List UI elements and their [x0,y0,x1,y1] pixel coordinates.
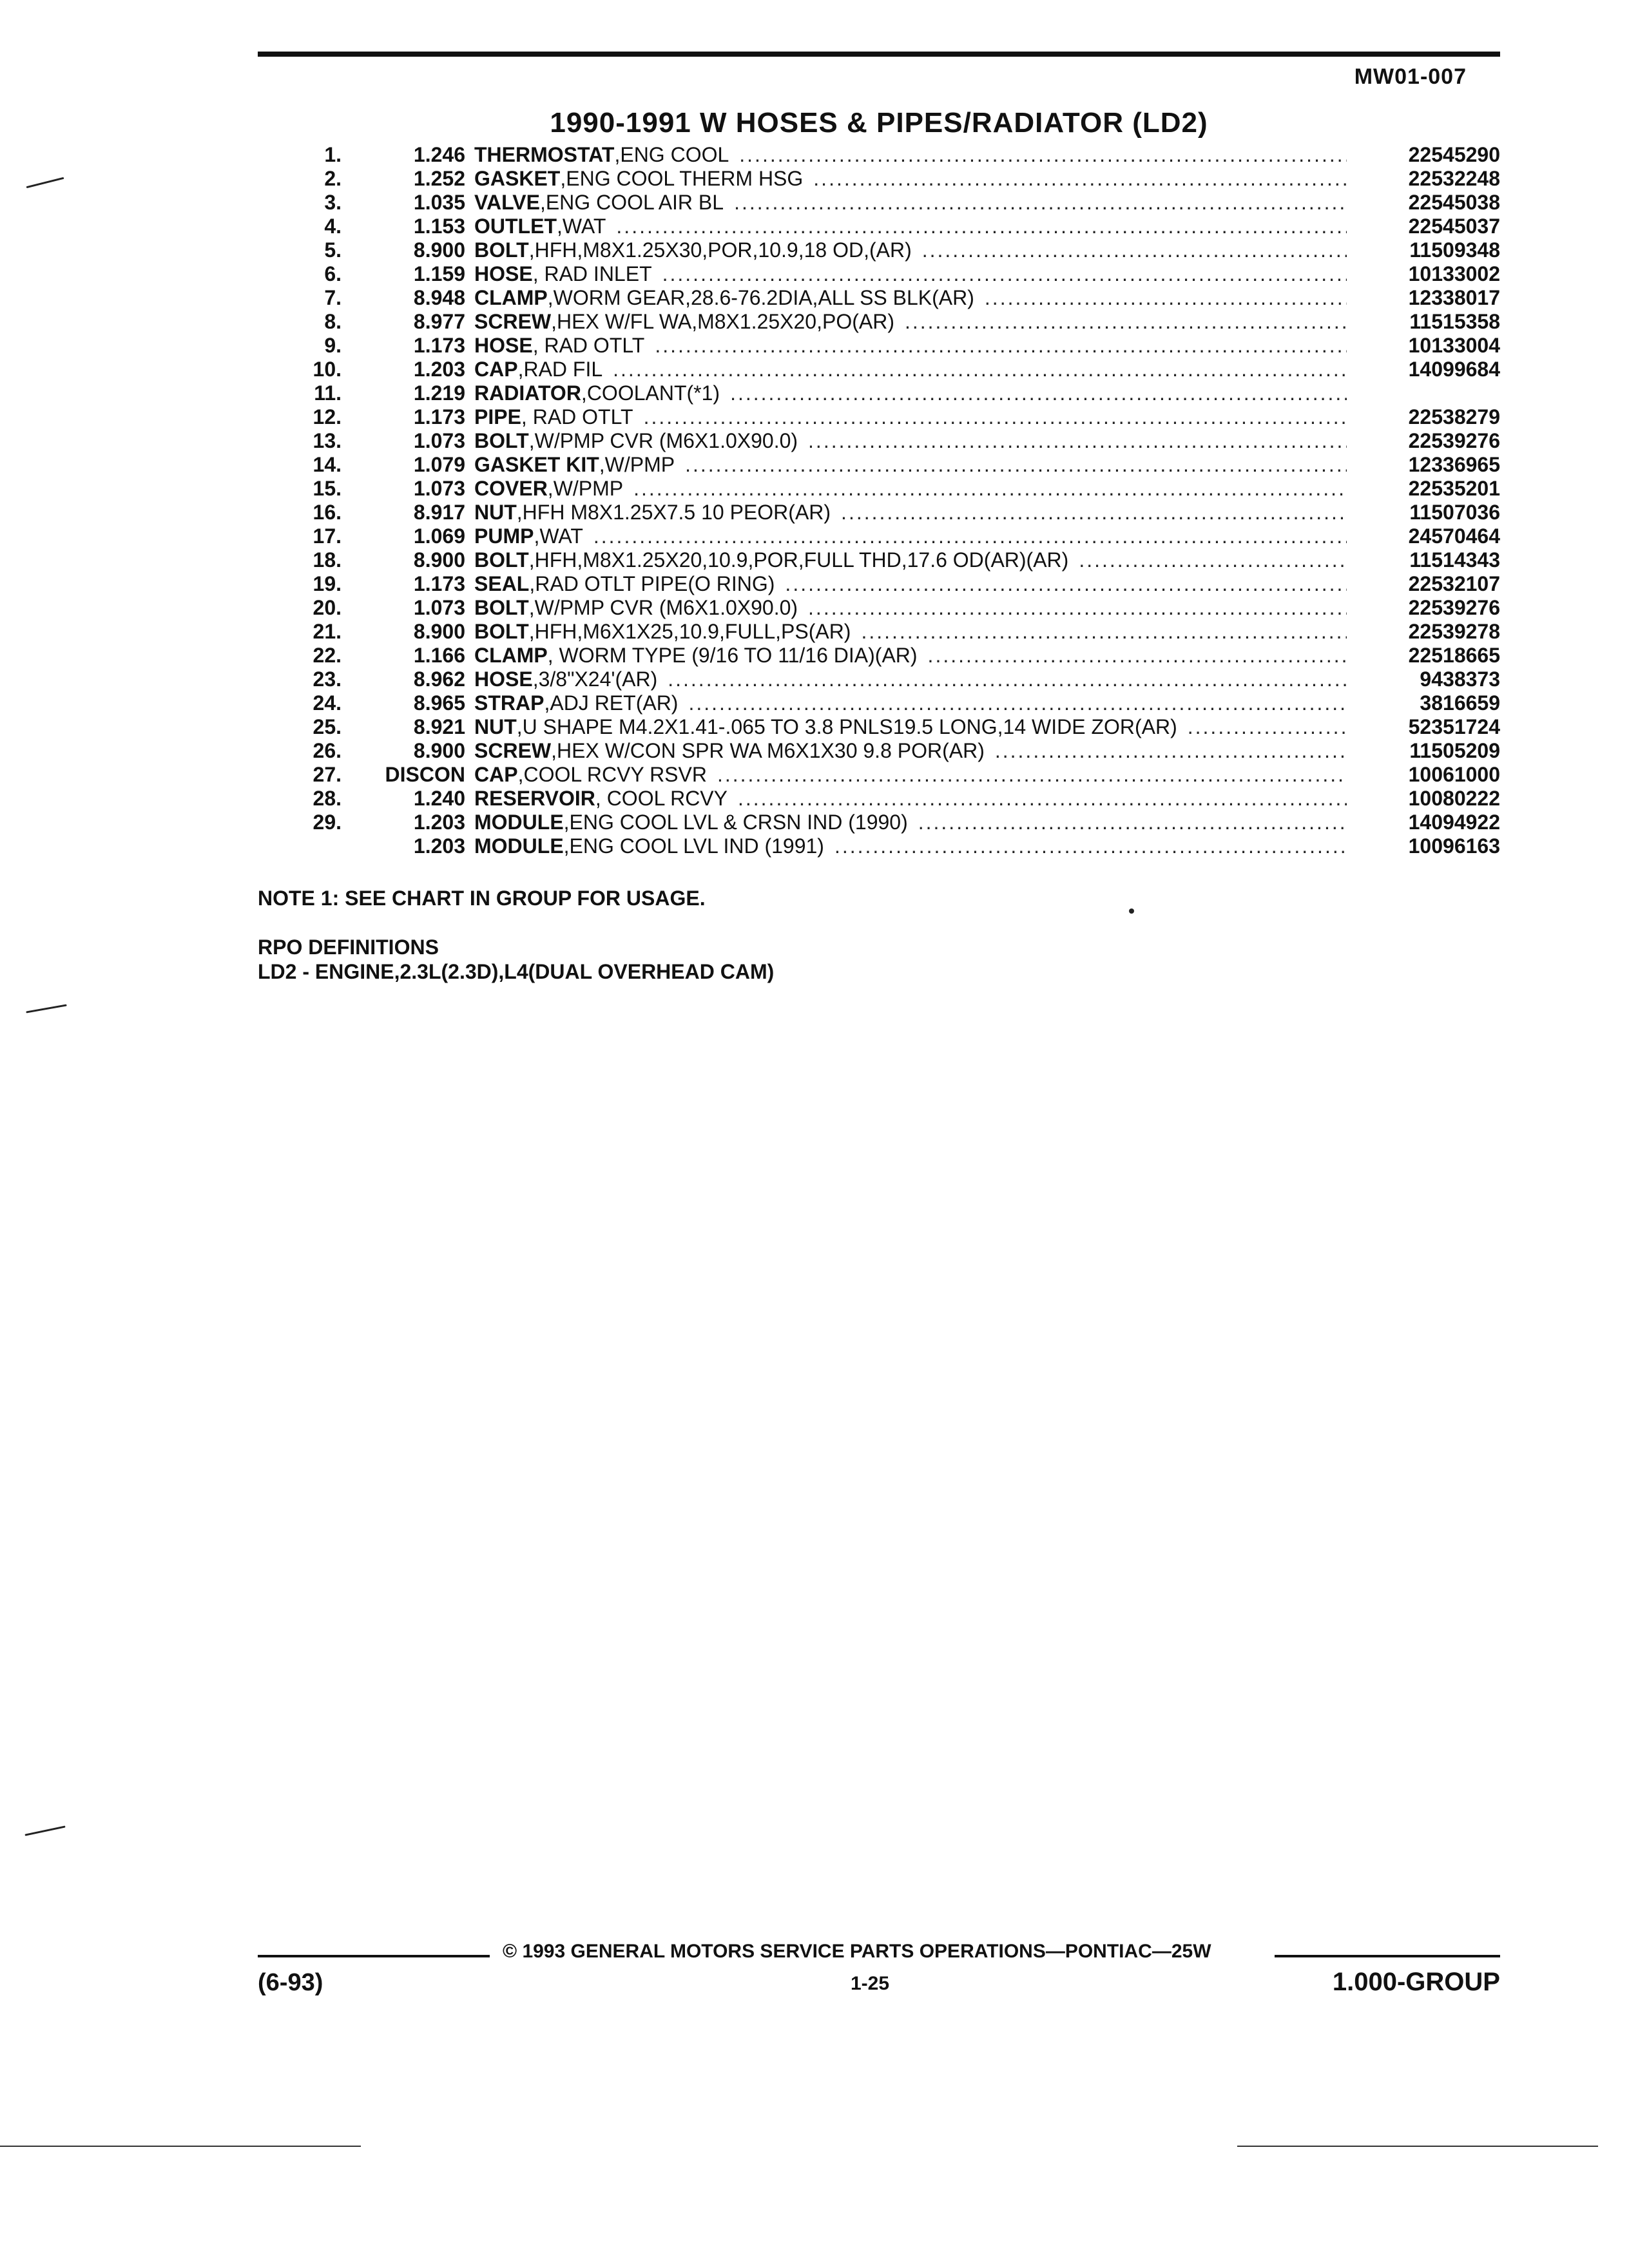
usage-note: NOTE 1: SEE CHART IN GROUP FOR USAGE. [258,887,706,910]
part-name: HOSE [474,334,533,357]
part-row [258,524,1500,548]
part-description [474,262,1354,286]
group-number: 1.073 [413,429,465,452]
leader-dots [918,811,1347,834]
part-name: BOLT [474,596,529,619]
leader-dots [613,358,1347,381]
item-number: 23. [313,668,342,691]
part-number: 11507036 [1409,501,1500,524]
part-detail: ,W/PMP CVR (M6X1.0X90.0) [528,429,798,452]
part-row [258,739,1500,763]
part-name: RESERVOIR [474,787,595,810]
leader-dots [644,405,1347,429]
group-number: 1.073 [413,596,465,619]
part-name: OUTLET [474,215,557,238]
group-number: 1.166 [413,644,465,667]
document-id: MW01-007 [1354,64,1467,89]
leader-dots [717,763,1347,787]
part-description [474,620,1354,644]
part-detail: ,W/PMP [599,453,675,476]
part-row [258,191,1500,215]
part-description [474,644,1354,668]
part-name: PIPE [474,405,521,428]
page-number: 1-25 [851,1973,890,1994]
group-number: 8.900 [413,620,465,643]
part-description [474,668,1354,691]
part-name: HOSE [474,262,533,285]
group-number: 1.240 [413,787,465,810]
item-number: 9. [324,334,342,357]
part-description [474,715,1354,739]
part-detail: ,HEX W/FL WA,M8X1.25X20,PO(AR) [551,310,894,333]
part-number: 11515358 [1409,310,1500,333]
part-detail: ,WAT [556,215,606,238]
leader-dots [633,477,1347,501]
rpo-heading: RPO DEFINITIONS [258,936,439,959]
part-number: 10133002 [1408,262,1500,285]
part-row [258,262,1500,286]
part-description [474,477,1354,501]
part-name: CAP [474,763,518,786]
leader-dots [928,644,1347,668]
item-number: 27. [313,763,342,786]
part-number: 11514343 [1409,548,1500,572]
part-detail: ,ENG COOL [614,143,729,166]
part-number: 12336965 [1408,453,1500,476]
part-number: 14099684 [1408,358,1500,381]
part-detail: ,HFH,M8X1.25X30,POR,10.9,18 OD,(AR) [528,238,912,262]
item-number: 1. [324,143,342,166]
part-row [258,358,1500,381]
part-name: BOLT [474,548,529,572]
part-description [474,453,1354,477]
part-row [258,787,1500,811]
leader-dots [922,238,1347,262]
part-number: 22532248 [1408,167,1500,190]
part-row [258,691,1500,715]
part-description [474,191,1354,215]
item-number: 17. [313,524,342,548]
scan-mark [24,1825,65,1836]
leader-dots [685,453,1347,477]
group-number: 1.203 [413,834,465,858]
part-row [258,429,1500,453]
part-number: 10080222 [1408,787,1500,810]
part-detail: ,ENG COOL AIR BL [539,191,724,214]
part-detail: ,HFH M8X1.25X7.5 10 PEOR(AR) [516,501,831,524]
part-detail: ,ENG COOL LVL & CRSN IND (1990) [563,811,908,834]
group-number: 1.246 [413,143,465,166]
part-detail: ,HFH,M6X1X25,10.9,FULL,PS(AR) [528,620,851,643]
item-number: 21. [313,620,342,643]
part-detail: ,ENG COOL THERM HSG [560,167,804,190]
part-row [258,381,1500,405]
scan-edge-left [0,2146,361,2147]
item-number: 11. [314,381,342,405]
leader-dots [808,596,1347,620]
part-name: BOLT [474,238,529,262]
part-name: SCREW [474,739,552,762]
scan-dot [1129,908,1134,914]
part-detail: ,COOL RCVY RSVR [517,763,707,786]
scan-edge-right [1237,2146,1598,2147]
part-description [474,238,1354,262]
leader-dots [813,167,1347,191]
group-number: 1.203 [413,358,465,381]
part-detail: ,HEX W/CON SPR WA M6X1X30 9.8 POR(AR) [551,739,985,762]
part-description [474,763,1354,787]
part-description [474,358,1354,381]
item-number: 7. [324,286,342,309]
part-name: COVER [474,477,548,500]
leader-dots [688,691,1347,715]
part-description [474,501,1354,524]
part-detail: ,RAD OTLT PIPE(O RING) [529,572,775,595]
item-number: 15. [313,477,342,500]
part-name: BOLT [474,620,529,643]
part-number: 22539278 [1408,620,1500,643]
part-name: NUT [474,715,517,738]
part-description [474,405,1354,429]
part-detail: , RAD OTLT [532,334,645,357]
part-row [258,548,1500,572]
part-description [474,572,1354,596]
part-number: 22535201 [1408,477,1500,500]
scan-mark [26,177,64,188]
leader-dots [985,286,1347,310]
part-description [474,429,1354,453]
item-number: 24. [313,691,342,715]
part-row [258,310,1500,334]
header-rule [258,52,1500,57]
leader-dots [662,262,1347,286]
part-number: 12338017 [1408,286,1500,309]
part-row [258,405,1500,429]
part-number: 10133004 [1408,334,1500,357]
leader-dots [841,501,1347,524]
item-number: 13. [313,429,342,452]
part-description [474,167,1354,191]
part-number: 22538279 [1408,405,1500,428]
part-detail: ,ADJ RET(AR) [544,691,679,715]
part-detail: ,W/PMP CVR (M6X1.0X90.0) [528,596,798,619]
part-number: 14094922 [1408,811,1500,834]
part-description [474,215,1354,238]
part-name: GASKET KIT [474,453,599,476]
revision-date: (6-93) [258,1969,323,1996]
part-name: SEAL [474,572,530,595]
item-number: 20. [313,596,342,619]
part-description [474,381,1354,405]
part-number: 10061000 [1408,763,1500,786]
leader-dots [808,429,1347,453]
part-description [474,143,1354,167]
part-detail: ,W/PMP [547,477,624,500]
part-name: RADIATOR [474,381,581,405]
scan-mark [26,1004,67,1013]
part-row [258,238,1500,262]
group-number: 8.965 [413,691,465,715]
part-detail: ,ENG COOL LVL IND (1991) [563,834,824,858]
part-number: 52351724 [1408,715,1500,738]
group-number: 1.173 [413,405,465,428]
part-name: PUMP [474,524,534,548]
part-detail: , RAD OTLT [521,405,633,428]
part-row [258,477,1500,501]
part-number: 11505209 [1409,739,1500,762]
part-detail: ,U SHAPE M4.2X1.41-.065 TO 3.8 PNLS19.5 LONG,14 WIDE ZOR(AR) [516,715,1177,738]
group-number: 8.962 [413,668,465,691]
group-number: 8.948 [413,286,465,309]
leader-dots [593,524,1347,548]
footer-rule-right [1275,1955,1500,1957]
group-number: 8.900 [413,548,465,572]
part-name: NUT [474,501,517,524]
part-number: 22518665 [1408,644,1500,667]
part-detail: ,WORM GEAR,28.6-76.2DIA,ALL SS BLK(AR) [547,286,974,309]
leader-dots [655,334,1347,358]
part-name: VALVE [474,191,540,214]
part-number: 9438373 [1420,668,1500,691]
group-number: 8.917 [413,501,465,524]
part-name: MODULE [474,811,564,834]
part-description [474,310,1354,334]
item-number: 2. [324,167,342,190]
part-row [258,286,1500,310]
part-number: 22545290 [1408,143,1500,166]
group-number: 8.921 [413,715,465,738]
leader-dots [905,310,1347,334]
part-number: 22545037 [1408,215,1500,238]
part-number: 3816659 [1420,691,1500,715]
group-number: 1.073 [413,477,465,500]
part-name: THERMOSTAT [474,143,615,166]
item-number: 14. [313,453,342,476]
part-description [474,739,1354,763]
group-number: 8.977 [413,310,465,333]
part-name: GASKET [474,167,561,190]
leader-dots [995,739,1347,763]
part-name: MODULE [474,834,564,858]
part-description [474,596,1354,620]
leader-dots [739,143,1347,167]
leader-dots [734,191,1347,215]
leader-dots [738,787,1347,811]
part-row [258,334,1500,358]
group-number: 8.900 [413,739,465,762]
part-row [258,668,1500,691]
part-number: 22539276 [1408,596,1500,619]
part-row [258,834,1500,858]
part-description [474,548,1354,572]
part-name: STRAP [474,691,545,715]
item-number: 3. [324,191,342,214]
part-row [258,501,1500,524]
item-number: 26. [313,739,342,762]
item-number: 4. [324,215,342,238]
leader-dots [1079,548,1347,572]
leader-dots [861,620,1347,644]
part-detail: ,WAT [534,524,583,548]
item-number: 19. [313,572,342,595]
item-number: 22. [313,644,342,667]
part-row [258,596,1500,620]
item-number: 28. [313,787,342,810]
part-number: 22532107 [1408,572,1500,595]
leader-dots [785,572,1347,596]
part-description [474,286,1354,310]
part-description [474,691,1354,715]
item-number: 6. [324,262,342,285]
group-number: 1.219 [413,381,465,405]
group-number: 1.069 [413,524,465,548]
part-name: HOSE [474,668,533,691]
part-name: SCREW [474,310,552,333]
item-number: 5. [324,238,342,262]
part-detail: ,HFH,M8X1.25X20,10.9,POR,FULL THD,17.6 OD(AR)(AR) [528,548,1069,572]
group-number: 1.159 [413,262,465,285]
rpo-definition: LD2 - ENGINE,2.3L(2.3D),L4(DUAL OVERHEAD CAM) [258,960,775,983]
group-label: 1.000-GROUP [1332,1968,1500,1996]
part-row [258,620,1500,644]
part-description [474,334,1354,358]
part-description [474,811,1354,834]
part-detail: , COOL RCVY [595,787,728,810]
part-row [258,763,1500,787]
item-number: 12. [313,405,342,428]
page-title: 1990-1991 W HOSES & PIPES/RADIATOR (LD2) [550,107,1208,139]
part-row [258,453,1500,477]
part-row [258,167,1500,191]
leader-dots [730,381,1347,405]
part-row [258,811,1500,834]
group-number: 1.173 [413,334,465,357]
leader-dots [1188,715,1347,739]
part-description [474,834,1354,858]
part-detail: ,RAD FIL [517,358,603,381]
copyright-text: © 1993 GENERAL MOTORS SERVICE PARTS OPERATIONS—PONTIAC—25W [503,1941,1211,1962]
group-number: 1.173 [413,572,465,595]
group-number: 1.203 [413,811,465,834]
part-name: CAP [474,358,518,381]
group-number: 1.035 [413,191,465,214]
group-number: 1.252 [413,167,465,190]
leader-dots [834,834,1347,858]
part-detail: , WORM TYPE (9/16 TO 11/16 DIA)(AR) [547,644,918,667]
part-name: CLAMP [474,286,548,309]
part-number: 11509348 [1409,238,1500,262]
part-name: BOLT [474,429,529,452]
part-number: 24570464 [1408,524,1500,548]
part-description [474,524,1354,548]
group-number: 8.900 [413,238,465,262]
part-row [258,644,1500,668]
leader-dots [668,668,1347,691]
item-number: 25. [313,715,342,738]
footer-rule-left [258,1955,490,1957]
part-row [258,715,1500,739]
part-name: CLAMP [474,644,548,667]
part-number: 22539276 [1408,429,1500,452]
item-number: 29. [313,811,342,834]
item-number: 10. [313,358,342,381]
part-row [258,143,1500,167]
item-number: 18. [313,548,342,572]
part-row [258,572,1500,596]
group-number: DISCON [385,763,465,786]
part-row [258,215,1500,238]
part-detail: ,3/8"X24'(AR) [532,668,658,691]
item-number: 8. [324,310,342,333]
part-number: 22545038 [1408,191,1500,214]
parts-list [258,143,1500,858]
leader-dots [616,215,1347,238]
item-number: 16. [313,501,342,524]
part-description [474,787,1354,811]
part-detail: ,COOLANT(*1) [581,381,720,405]
part-detail: , RAD INLET [532,262,652,285]
group-number: 1.079 [413,453,465,476]
group-number: 1.153 [413,215,465,238]
part-number: 10096163 [1408,834,1500,858]
